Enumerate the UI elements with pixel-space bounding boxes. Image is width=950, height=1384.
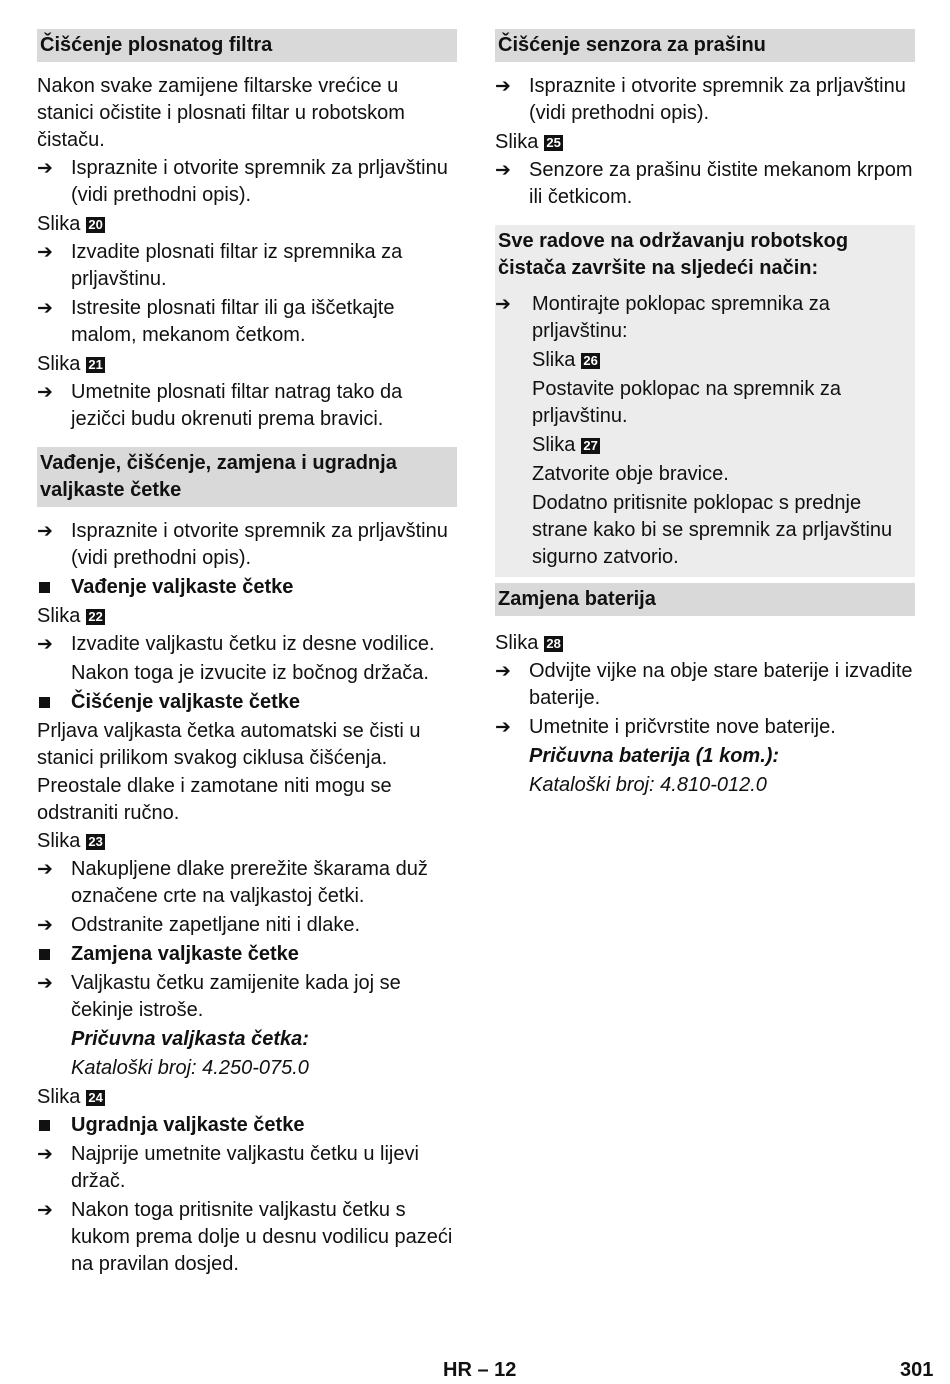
- arrow-step: ➔ Nakupljene dlake prerežite škarama duž označene crte na valjkastoj četki.: [37, 856, 457, 910]
- maintenance-completion-box: [495, 225, 915, 577]
- section-heading-batteries: Zamjena baterija: [495, 583, 915, 616]
- figure-number-badge: 20: [88, 217, 103, 232]
- arrow-step: ➔ Nakon toga pritisnite valjkastu četku s kukom prema dolje u desnu vodilicu pazeći na pravilan dosjed.: [37, 1197, 457, 1278]
- arrow-step: ➔ Umetnite i pričvrstite nove baterije.: [495, 714, 915, 741]
- box-heading: Sve radove na održavanju robotskog čistača završite na sljedeći način:: [498, 230, 849, 279]
- figure-number-badge: 26: [583, 353, 598, 368]
- step-continuation: Zatvorite obje bravice.: [532, 463, 729, 485]
- figure-reference: Slika 21: [37, 353, 103, 375]
- arrow-step: ➔ Montirajte poklopac spremnika za prljavštinu:: [495, 291, 907, 345]
- spare-part-label: Pričuvna valjkasta četka:: [71, 1028, 309, 1050]
- spare-part-label: Pričuvna baterija (1 kom.):: [529, 745, 780, 767]
- figure-reference: Slika 20: [37, 213, 103, 235]
- arrow-step: ➔ Valjkastu četku zamijenite kada joj se čekinje istroše.: [37, 970, 457, 1024]
- arrow-step: ➔ Najprije umetnite valjkastu četku u lijevi držač.: [37, 1141, 457, 1195]
- figure-reference: Slika 25: [495, 131, 561, 153]
- right-column: [495, 29, 915, 801]
- step-continuation: Postavite poklopac na spremnik za prljavštinu.: [532, 378, 842, 427]
- arrow-step: ➔ Izvadite valjkastu četku iz desne vodilice.: [37, 631, 457, 658]
- arrow-step: ➔ Ispraznite i otvorite spremnik za prljavštinu (vidi prethodni opis).: [495, 73, 915, 127]
- arrow-step: ➔ Istresite plosnati filtar ili ga iščetkajte malom, mekanom četkom.: [37, 295, 457, 349]
- figure-reference: Slika 22: [37, 605, 103, 627]
- page-number: 301: [900, 1359, 934, 1381]
- figure-number-badge: 23: [88, 834, 103, 849]
- paragraph: Preostale dlake i zamotane niti mogu se odstraniti ručno.: [37, 775, 392, 824]
- subheading-bullet: Ugradnja valjkaste četke: [37, 1112, 457, 1139]
- section-heading-dust-sensors: Čišćenje senzora za prašinu: [495, 29, 915, 62]
- catalogue-number: Kataloški broj: 4.810-012.0: [529, 774, 767, 796]
- arrow-step: ➔ Izvadite plosnati filtar iz spremnika za prljavštinu.: [37, 239, 457, 293]
- subheading-bullet: Vađenje valjkaste četke: [37, 574, 457, 601]
- figure-reference: Slika 24: [37, 1086, 103, 1108]
- figure-number-badge: 27: [583, 438, 598, 453]
- figure-reference: Slika 28: [495, 632, 561, 654]
- figure-reference: Slika 27: [532, 434, 598, 456]
- step-continuation: Dodatno pritisnite poklopac s prednje strane kako bi se spremnik za prljavštinu sigurno zatvorio.: [532, 492, 893, 568]
- section-heading-roller-brush: Vađenje, čišćenje, zamjena i ugradnja valjkaste četke: [37, 447, 457, 507]
- figure-reference: Slika 26: [532, 349, 598, 371]
- left-column: [37, 29, 457, 1280]
- arrow-step: ➔ Odvijte vijke na obje stare baterije i izvadite baterije.: [495, 658, 915, 712]
- subheading-bullet: Zamjena valjkaste četke: [37, 941, 457, 968]
- catalogue-number: Kataloški broj: 4.250-075.0: [71, 1057, 309, 1079]
- figure-number-badge: 22: [88, 609, 103, 624]
- arrow-step: ➔ Odstranite zapetljane niti i dlake.: [37, 912, 457, 939]
- figure-reference: Slika 23: [37, 830, 103, 852]
- arrow-step: ➔ Ispraznite i otvorite spremnik za prljavštinu (vidi prethodni opis).: [37, 155, 457, 209]
- figure-number-badge: 28: [546, 636, 561, 651]
- figure-number-badge: 21: [88, 357, 103, 372]
- subheading-bullet: Čišćenje valjkaste četke: [37, 689, 457, 716]
- paragraph: Prljava valjkasta četka automatski se čisti u stanici prilikom svakog ciklusa čišćenja.: [37, 720, 421, 769]
- section-heading-flat-filter: Čišćenje plosnatog filtra: [37, 29, 457, 62]
- step-continuation: Nakon toga je izvucite iz bočnog držača.: [71, 662, 429, 684]
- arrow-step: ➔ Ispraznite i otvorite spremnik za prljavštinu (vidi prethodni opis).: [37, 518, 457, 572]
- section-page-label: HR – 12: [443, 1359, 517, 1381]
- paragraph: Nakon svake zamijene filtarske vrećice u stanici očistite i plosnati filtar u robotskom čistaču.: [37, 75, 405, 151]
- arrow-step: ➔ Senzore za prašinu čistite mekanom krpom ili četkicom.: [495, 157, 915, 211]
- figure-number-badge: 25: [546, 135, 561, 150]
- arrow-step: ➔ Umetnite plosnati filtar natrag tako da jezičci budu okrenuti prema bravici.: [37, 379, 457, 433]
- figure-number-badge: 24: [88, 1090, 103, 1105]
